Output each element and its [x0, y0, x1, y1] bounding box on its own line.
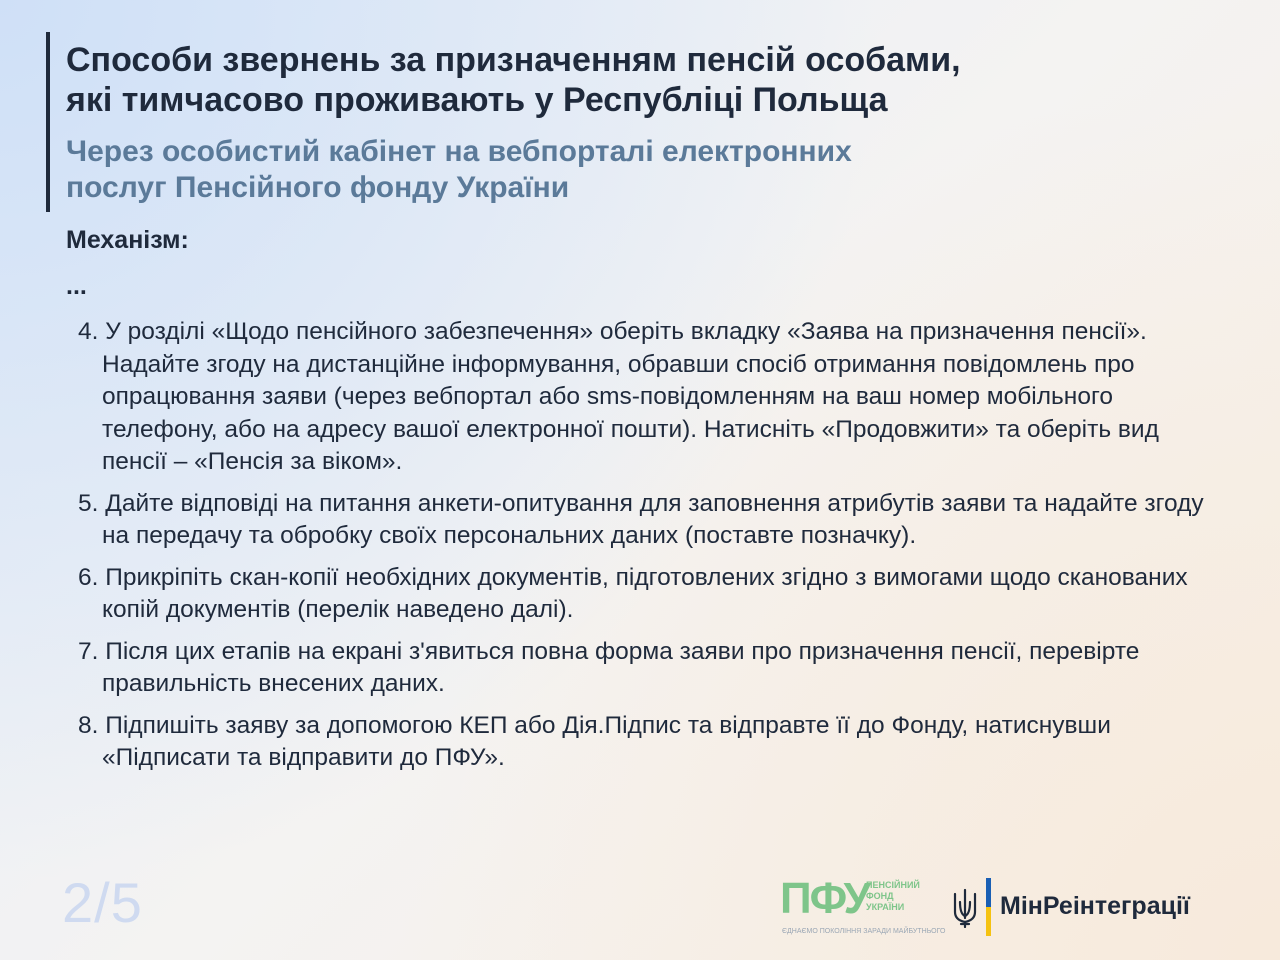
step-item-5: 5. Дайте відповіді на питання анкети-опитування для заповнення атрибутів заяви та надайте згоду на передачу та обробку своїх персональних даних (поставте позначку). — [78, 489, 1204, 549]
pfu-caption-line-1: ПЕНСІЙНИЙ — [866, 880, 920, 890]
pfu-logo-tagline: ЄДНАЄМО ПОКОЛІННЯ ЗАРАДИ МАЙБУТНЬОГО — [782, 928, 946, 935]
step-item-4: 4. У розділі «Щодо пенсійного забезпечення» оберіть вкладку «Заява на призначення пенсії». Надайте згоду на дистанційне інформування, обравши спосіб отримання повідомлень про опрацювання заяви (через вебпортал або sms-повідомленням на ваш номер мобільного телефону, або на адресу вашої електронної пошти). Натисніть «Продовжити» та оберіть вид пенсії – «Пенсія за віком». — [78, 318, 1159, 475]
ellipsis-marker: ... — [66, 272, 87, 300]
pfu-caption-line-3: УКРАЇНИ — [866, 902, 905, 912]
step-item-8: 8. Підпишіть заяву за допомогою КЕП або Дія.Підпис та відправте її до Фонду, натиснувши «Підписати та відправити до ПФУ». — [78, 711, 1111, 771]
trident-icon — [952, 888, 978, 928]
page-title-line-1: Способи звернень за призначенням пенсій особами, — [66, 41, 961, 79]
page-title-line-2: які тимчасово проживають у Республіці Польща — [66, 81, 888, 119]
step-item-6: 6. Прикріпіть скан-копії необхідних документів, підготовлених згідно з вимогами щодо сканованих копій документів (перелік наведено далі). — [78, 563, 1188, 623]
pfu-logo-caption — [866, 880, 920, 913]
page-indicator: 2/5 — [62, 871, 143, 934]
header-accent-bar — [46, 32, 50, 212]
steps-list — [78, 316, 1218, 784]
page-subtitle — [66, 134, 1186, 206]
page-subtitle-line-2: послуг Пенсійного фонду України — [66, 171, 570, 204]
pfu-logo-mark: ПФУ — [780, 874, 869, 923]
pfu-caption-line-2: ФОНД — [866, 891, 894, 901]
ukraine-flag-bar — [986, 878, 991, 936]
page-subtitle-line-1: Через особистий кабінет на вебпорталі електронних — [66, 135, 852, 168]
pfu-logo — [780, 874, 946, 938]
minreintegration-logo-text: МінРеінтеграції — [1000, 892, 1190, 920]
page-title — [66, 40, 1186, 120]
step-item-7: 7. Після цих етапів на екрані з'явиться повна форма заяви про призначення пенсії, перевірте правильність внесених даних. — [78, 637, 1140, 697]
minreintegration-logo — [952, 878, 1222, 936]
mechanism-label: Механізм: — [66, 226, 189, 254]
